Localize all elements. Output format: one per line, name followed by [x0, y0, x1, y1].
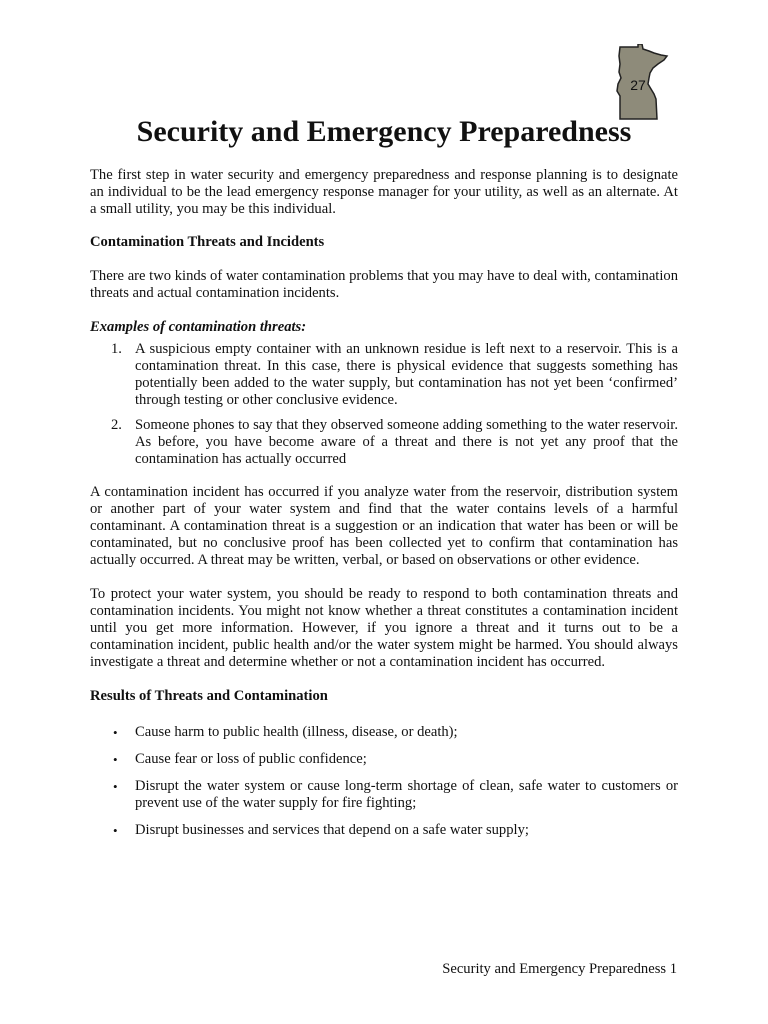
examples-heading: Examples of contamination threats:: [90, 319, 307, 335]
list-item-number: 2.: [111, 417, 122, 433]
list-item-text: A suspicious empty container with an unknown residue is left next to a reservoir. This is a contamination threat. In this case, there is physical evidence that suggests something has potentially been added to the water supply, but contamination has not yet been ‘confirmed’ through testing or other conclusive evidence.: [135, 341, 678, 408]
section-heading-contamination: Contamination Threats and Incidents: [90, 234, 325, 250]
protect-paragraph: To protect your water system, you should be ready to respond to both contamination threats and contamination incidents. You might not know whether a threat constitutes a contamination incident until you get more information. However, if you ignore a threat and it turns out to be a contamination incident, public health and/or the water system might be harmed. You should always investigate a threat and determine whether or not a contamination incident has occurred.: [90, 586, 678, 670]
bullet-icon: •: [113, 823, 118, 838]
contamination-kinds-paragraph: There are two kinds of water contamination problems that you may have to deal with, contamination threats and actual contamination incidents.: [90, 268, 678, 301]
list-item-text: Cause harm to public health (illness, disease, or death);: [135, 724, 458, 740]
minnesota-map-icon: [612, 44, 672, 120]
list-item: [90, 822, 678, 839]
list-item-number: 1.: [111, 341, 122, 357]
main-content: [90, 167, 678, 839]
list-item: [90, 751, 678, 768]
page-footer: Security and Emergency Preparedness 1: [442, 961, 677, 977]
page-title: Security and Emergency Preparedness: [136, 115, 632, 148]
list-item: [90, 341, 678, 409]
list-item-text: Cause fear or loss of public confidence;: [135, 751, 367, 767]
list-item: [90, 724, 678, 741]
examples-list: [90, 341, 678, 468]
bullet-icon: •: [113, 779, 118, 794]
list-item-text: Disrupt the water system or cause long-term shortage of clean, safe water to customers or prevent use of the water supply for fire fighting;: [135, 778, 678, 811]
results-list: [90, 724, 678, 839]
minnesota-state-badge: [612, 44, 672, 120]
section-heading-results: Results of Threats and Contamination: [90, 688, 328, 704]
page-number: 27: [630, 77, 646, 93]
list-item-text: Someone phones to say that they observed someone adding something to the water reservoir. As before, you have become aware of a threat and there is not yet any proof that the contamination has actually occurred: [135, 417, 678, 467]
bullet-icon: •: [113, 752, 118, 767]
incident-paragraph: A contamination incident has occurred if you analyze water from the reservoir, distribution system or another part of your water system and find that the water contains levels of a harmful contaminant. A contamination threat is a suggestion or an indication that water has been or will be contaminated, but no conclusive proof has been collected yet to confirm that contamination has actually occurred. A threat may be written, verbal, or based on observations or other evidence.: [90, 484, 678, 568]
list-item: [90, 778, 678, 812]
list-item: [90, 417, 678, 468]
bullet-icon: •: [113, 725, 118, 740]
intro-paragraph: The first step in water security and emergency preparedness and response planning is to designate an individual to be the lead emergency response manager for your utility, as well as an alternate. At a small utility, you may be this individual.: [90, 167, 678, 217]
list-item-text: Disrupt businesses and services that depend on a safe water supply;: [135, 822, 529, 838]
